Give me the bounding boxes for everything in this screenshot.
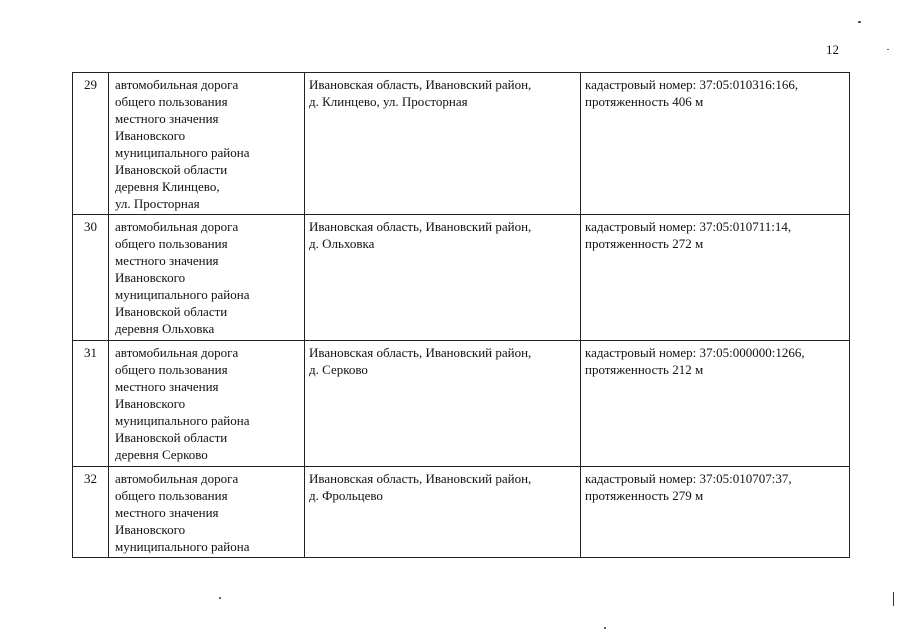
location-line: д. Клинцево, ул. Просторная: [309, 94, 468, 109]
road-name-line: местного значения: [115, 505, 219, 520]
road-name-cell: [109, 73, 305, 215]
scan-speck: [858, 21, 861, 23]
road-name-line: местного значения: [115, 379, 219, 394]
road-name-line: муниципального района: [115, 145, 250, 160]
roads-table: [72, 72, 850, 558]
road-name-line: автомобильная дорога: [115, 345, 239, 360]
location-cell: [305, 73, 581, 215]
road-name-line: автомобильная дорога: [115, 471, 239, 486]
road-name-line: муниципального района: [115, 287, 250, 302]
road-length: протяженность 272 м: [585, 236, 704, 251]
road-name-line: муниципального района: [115, 413, 250, 428]
road-name-line: общего пользования: [115, 94, 228, 109]
characteristics-cell: [581, 215, 850, 341]
location-cell: [305, 215, 581, 341]
road-name-line: автомобильная дорога: [115, 77, 239, 92]
table-row: [73, 73, 850, 215]
location-cell: [305, 467, 581, 558]
row-number: 29: [73, 73, 109, 215]
road-name-line: ул. Просторная: [115, 196, 200, 211]
road-name-line: Ивановской области: [115, 304, 228, 319]
road-name-line: местного значения: [115, 253, 219, 268]
road-name-line: деревня Серково: [115, 447, 208, 462]
road-name-line: деревня Ольховка: [115, 321, 215, 336]
scan-speck: [893, 592, 894, 606]
road-name-cell: [109, 215, 305, 341]
road-name-line: общего пользования: [115, 236, 228, 251]
location-cell: [305, 341, 581, 467]
row-number: 32: [73, 467, 109, 558]
scan-speck: [604, 627, 606, 629]
location-line: д. Фрольцево: [309, 488, 383, 503]
road-name-line: Ивановского: [115, 522, 186, 537]
road-name-line: муниципального района: [115, 539, 250, 554]
road-name-line: деревня Клинцево,: [115, 179, 220, 194]
cadastral-number: кадастровый номер: 37:05:010707:37,: [585, 471, 792, 486]
characteristics-cell: [581, 341, 850, 467]
location-line: Ивановская область, Ивановский район,: [309, 345, 532, 360]
cadastral-number: кадастровый номер: 37:05:000000:1266,: [585, 345, 805, 360]
cadastral-number: кадастровый номер: 37:05:010711:14,: [585, 219, 792, 234]
location-line: Ивановская область, Ивановский район,: [309, 219, 532, 234]
road-name-line: Ивановского: [115, 396, 186, 411]
characteristics-cell: [581, 73, 850, 215]
road-length: протяженность 212 м: [585, 362, 704, 377]
location-line: д. Серково: [309, 362, 368, 377]
row-number: 31: [73, 341, 109, 467]
scan-speck: [219, 597, 221, 599]
road-name-line: общего пользования: [115, 488, 228, 503]
location-line: Ивановская область, Ивановский район,: [309, 471, 532, 486]
road-name-line: Ивановского: [115, 270, 186, 285]
road-length: протяженность 279 м: [585, 488, 704, 503]
road-name-line: Ивановской области: [115, 162, 228, 177]
table-row: [73, 215, 850, 341]
location-line: д. Ольховка: [309, 236, 375, 251]
road-name-cell: [109, 467, 305, 558]
road-name-line: автомобильная дорога: [115, 219, 239, 234]
characteristics-cell: [581, 467, 850, 558]
road-length: протяженность 406 м: [585, 94, 704, 109]
road-name-line: Ивановского: [115, 128, 186, 143]
row-number: 30: [73, 215, 109, 341]
page-number: 12: [826, 42, 839, 57]
location-line: Ивановская область, Ивановский район,: [309, 77, 532, 92]
road-name-line: Ивановской области: [115, 430, 228, 445]
road-name-cell: [109, 341, 305, 467]
scan-speck: [887, 49, 889, 50]
table-row: [73, 341, 850, 467]
cadastral-number: кадастровый номер: 37:05:010316:166,: [585, 77, 799, 92]
table-row: [73, 467, 850, 558]
road-name-line: местного значения: [115, 111, 219, 126]
road-name-line: общего пользования: [115, 362, 228, 377]
